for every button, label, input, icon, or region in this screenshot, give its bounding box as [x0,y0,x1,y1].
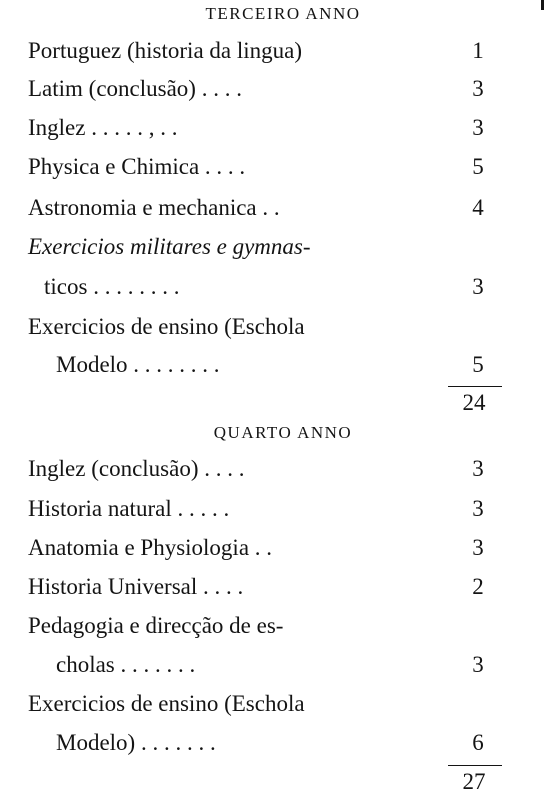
subject-label: Historia natural . . . . . [28,496,230,521]
subject-label: Exercicios de ensino (Eschola [28,314,305,339]
subject-row [28,648,498,682]
subject-label: Physica e Chimica . . . . [28,154,246,179]
subject-row [28,230,498,264]
subject-hours: 3 [472,115,484,140]
subject-label: Modelo . . . . . . . . [56,352,220,377]
subject-label: Inglez . . . . . , . . [28,115,178,140]
total-hours-fourth-year: 27 [462,769,486,794]
subject-hours: 2 [472,574,484,599]
heading-fourth-year: QUARTO ANNO [213,423,353,442]
subject-row [28,34,498,68]
subject-hours: 3 [472,76,484,101]
subject-row [28,570,498,604]
subject-label: Latim (conclusão) . . . . [28,76,242,101]
subject-hours: 3 [472,456,484,481]
heading-third-year: TERCEIRO ANNO [205,4,361,23]
subject-hours: 3 [472,535,484,560]
subject-label: ticos . . . . . . . . [44,274,180,299]
subject-row [28,191,498,225]
subject-hours: 5 [472,352,484,377]
subject-label: Exercicios militares e gymnas- [28,234,311,259]
subject-row [28,150,498,184]
subject-hours: 3 [472,496,484,521]
subject-row [28,609,498,643]
subject-label: Exercicios de ensino (Eschola [28,691,305,716]
subject-row [28,726,498,760]
subject-row [28,531,498,565]
subject-label: Inglez (conclusão) . . . . [28,456,245,481]
subject-label: Historia Universal . . . . [28,574,244,599]
subject-label: Astronomia e mechanica . . [28,195,280,220]
subject-row [28,270,498,304]
subject-label: cholas . . . . . . . [56,652,196,677]
subject-row [28,111,498,145]
subject-row [28,452,498,486]
subject-hours: 6 [472,730,484,755]
subject-label: Portuguez (historia da lingua) [28,38,303,63]
subject-label: Anatomia e Physiologia . . [28,535,273,560]
total-hours-third-year: 24 [462,390,486,415]
subject-row [28,492,498,526]
subject-row [28,348,498,382]
subject-hours: 1 [472,38,484,63]
subject-row [28,687,498,721]
subject-label: Pedagogia e direcção de es- [28,613,284,638]
subject-hours: 5 [472,154,484,179]
subject-hours: 3 [472,274,484,299]
subject-label: Modelo) . . . . . . . [56,730,216,755]
subject-row [28,310,498,344]
subject-row [28,72,498,106]
subject-hours: 4 [472,195,484,220]
subject-hours: 3 [472,652,484,677]
